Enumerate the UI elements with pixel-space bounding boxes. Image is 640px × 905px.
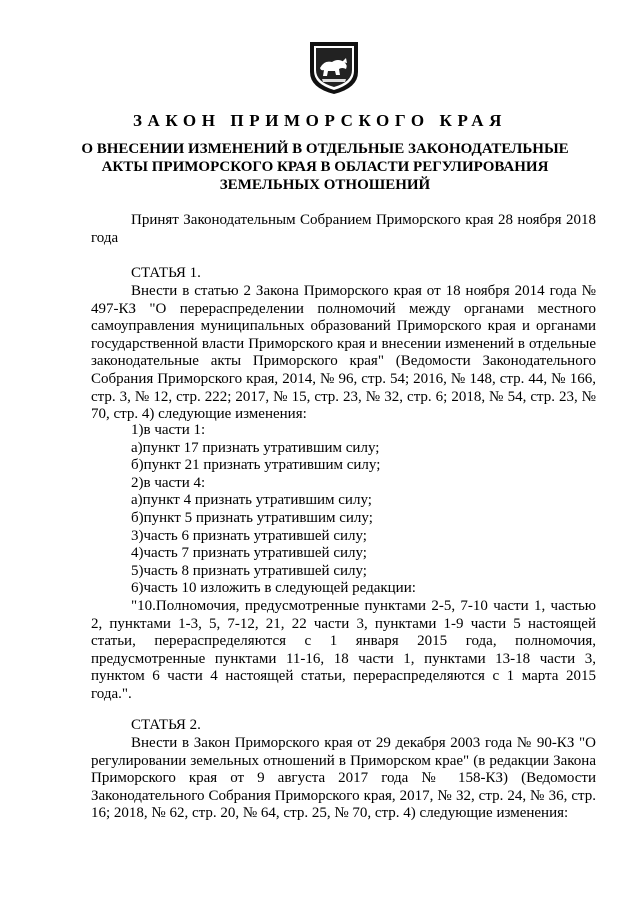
subtitle-line: АКТЫ ПРИМОРСКОГО КРАЯ В ОБЛАСТИ РЕГУЛИРОВАНИЯ [101,159,549,175]
law-title: ЗАКОН ПРИМОРСКОГО КРАЯ [132,111,508,130]
subtitle-line: ЗЕМЕЛЬНЫХ ОТНОШЕНИЙ [219,177,431,193]
list-item: 3)часть 6 признать утратившей силу; [131,528,367,544]
article-1-quote: "10.Полномочия, предусмотренные пунктами 2-5, 7-10 части 1, частью 2, пунктами 1-3, 5, 7-12, 21, 22 части 3, пунктами 1-9 части 5 настоящей статьи, перераспределяются с 1 января 2015 года, полномочия, предусмотренные пунктами 11-16, 18 части 1, пунктами 13-18 части 3, пунктом 6 части 4 настоящей статьи, перераспределяются с 1 марта 2015 года.". [91,598,596,702]
list-item: а)пункт 4 признать утратившим силу; [131,492,372,508]
list-item: б)пункт 5 признать утратившим силу; [131,510,373,526]
coat-of-arms-icon [306,38,362,96]
article-2-intro: Внести в Закон Приморского края от 29 декабря 2003 года № 90-КЗ "О регулировании земельных отношений в Приморском крае" (в редакции Закона Приморского края от 9 августа 2017 года № 158-КЗ) (Ведомости Законодательного Собрания Приморского края, 2017, № 32, стр. 24, № 36, стр. 16; 2018, № 62, стр. 20, № 64, стр. 25, № 70, стр. 4) следующие изменения: [91,735,596,822]
list-item: 4)часть 7 признать утратившей силу; [131,545,367,561]
article-1-intro: Внести в статью 2 Закона Приморского края от 18 ноября 2014 года № 497-КЗ "О перераспределении полномочий между органами местного самоуправления муниципальных образований Приморского края и органами государственной власти Приморского края и внесении изменений в отдельные законодательные акты Приморского края" (Ведомости Законодательного Собрания Приморского края, 2014, № 96, стр. 54; 2016, № 148, стр. 44, № 166, стр. 3, № 12, стр. 222; 2017, № 15, стр. 23, № 32, стр. 6; 2018, № 54, стр. 23, № 70, стр. 4) следующие изменения: [91,283,596,423]
list-item: б)пункт 21 признать утратившим силу; [131,457,381,473]
list-item: 1)в части 1: [131,422,206,438]
list-item: а)пункт 17 признать утратившим силу; [131,440,380,456]
article-1-heading: СТАТЬЯ 1. [131,265,201,281]
list-item: 2)в части 4: [131,475,206,491]
adoption-statement: Принят Законодательным Собранием Приморского края 28 ноября 2018 года [91,212,596,246]
law-subtitle [60,140,590,194]
list-item: 6)часть 10 изложить в следующей редакции: [131,580,416,596]
article-2-heading: СТАТЬЯ 2. [131,717,201,733]
subtitle-line: О ВНЕСЕНИИ ИЗМЕНЕНИЙ В ОТДЕЛЬНЫЕ ЗАКОНОДАТЕЛЬНЫЕ [81,141,569,157]
list-item: 5)часть 8 признать утратившей силу; [131,563,367,579]
